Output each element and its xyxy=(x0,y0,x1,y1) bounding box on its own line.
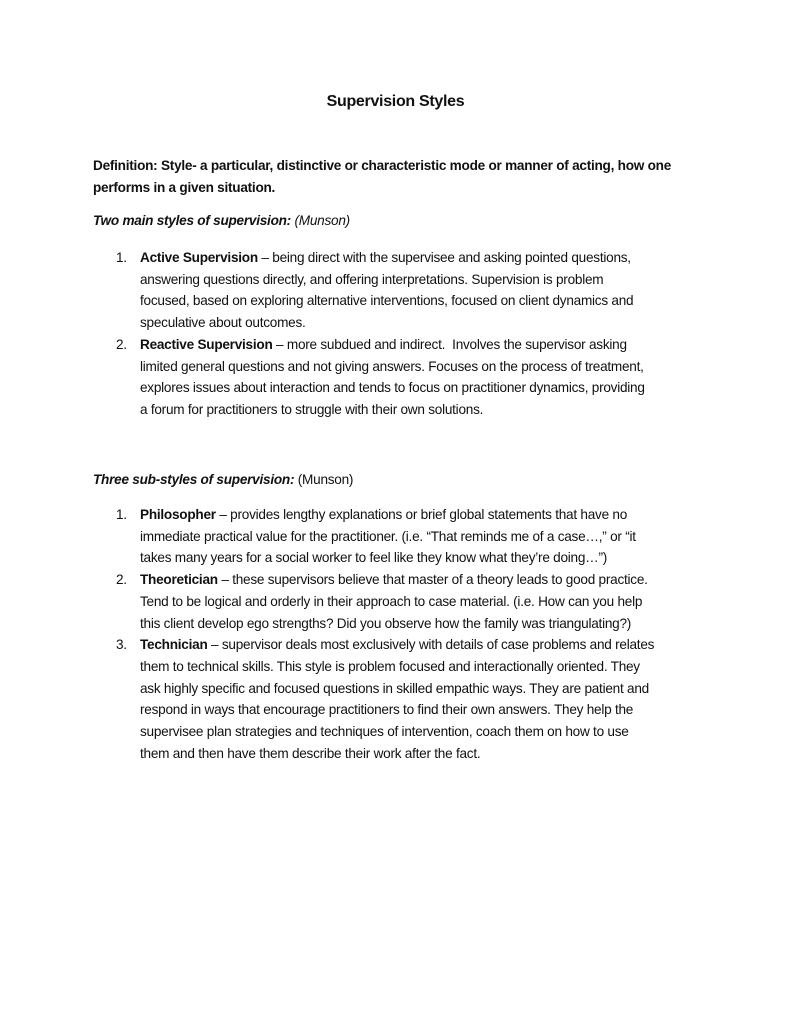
list-number: 2. xyxy=(116,336,127,352)
list-number: 1. xyxy=(116,507,127,522)
list-item-text: – provides lengthy explanations or brief global statements that have no xyxy=(215,507,628,522)
list-item-line: ask highly specific and focused questions in skilled empathic ways. They are patient and xyxy=(140,680,649,696)
list-item-text: – these supervisors believe that master of a theory leads to good practice. xyxy=(217,572,648,588)
list-item-line xyxy=(140,569,648,591)
list-item-line xyxy=(140,334,627,356)
document-title: Supervision Styles xyxy=(326,93,465,110)
list-item-line xyxy=(140,247,631,269)
main-styles-heading xyxy=(93,210,350,232)
list-item-term: Active Supervision xyxy=(140,250,258,265)
list-item-line: focused, based on exploring alternative interventions, focused on client dynamics and xyxy=(140,293,634,309)
list-item-line: supervisee plan strategies and techniques of intervention, coach them on how to use xyxy=(140,724,629,739)
list-item-term: Philosopher xyxy=(140,507,216,522)
heading-source: (Munson) xyxy=(297,472,354,487)
heading-source: (Munson) xyxy=(294,213,350,228)
list-item-line: them and then have them describe their work after the fact. xyxy=(140,745,481,761)
list-item-line: this client develop ego strengths? Did you observe how the family was triangulating?) xyxy=(140,615,632,631)
list-number: 2. xyxy=(116,572,127,588)
sub-styles-heading xyxy=(93,469,353,491)
list-item-line: takes many years for a social worker to feel like they know what they’re doing…”) xyxy=(140,550,608,566)
list-number: 1. xyxy=(116,250,127,265)
list-item-line xyxy=(140,504,627,526)
list-item-line xyxy=(140,634,654,656)
definition-line: performs in a given situation. xyxy=(93,180,276,195)
list-item-line: speculative about outcomes. xyxy=(140,315,306,331)
list-item-text: – being direct with the supervisee and asking pointed questions, xyxy=(257,250,631,265)
list-item-line: a forum for practitioners to struggle with their own solutions. xyxy=(140,401,484,417)
list-item-line: respond in ways that encourage practitioners to find their own answers. They help the xyxy=(140,702,634,718)
list-item-line: them to technical skills. This style is problem focused and interactionally oriented. They xyxy=(140,658,640,674)
heading-text: Two main styles of supervision: xyxy=(93,213,291,228)
list-item-line: explores issues about interaction and tends to focus on practitioner dynamics, providing xyxy=(140,380,645,396)
list-item-text: – more subdued and indirect. Involves the supervisor asking xyxy=(272,336,627,352)
list-item-term: Theoretician xyxy=(140,572,218,588)
list-item-text: – supervisor deals most exclusively with details of case problems and relates xyxy=(207,637,655,653)
list-item-line: immediate practical value for the practitioner. (i.e. “That reminds me of a case…,” or “it xyxy=(140,528,636,544)
list-item-term: Reactive Supervision xyxy=(140,336,273,352)
list-item-term: Technician xyxy=(140,637,208,653)
list-item-line: limited general questions and not giving answers. Focuses on the process of treatment, xyxy=(140,358,644,374)
definition-line: Definition: Style- a particular, distinctive or characteristic mode or manner of acting, how one xyxy=(93,158,672,173)
heading-text: Three sub-styles of supervision: xyxy=(93,472,295,487)
list-item-line: Tend to be logical and orderly in their approach to case material. (i.e. How can you help xyxy=(140,593,643,609)
list-item-line: answering questions directly, and offering interpretations. Supervision is problem xyxy=(140,271,604,287)
list-number: 3. xyxy=(116,637,127,653)
